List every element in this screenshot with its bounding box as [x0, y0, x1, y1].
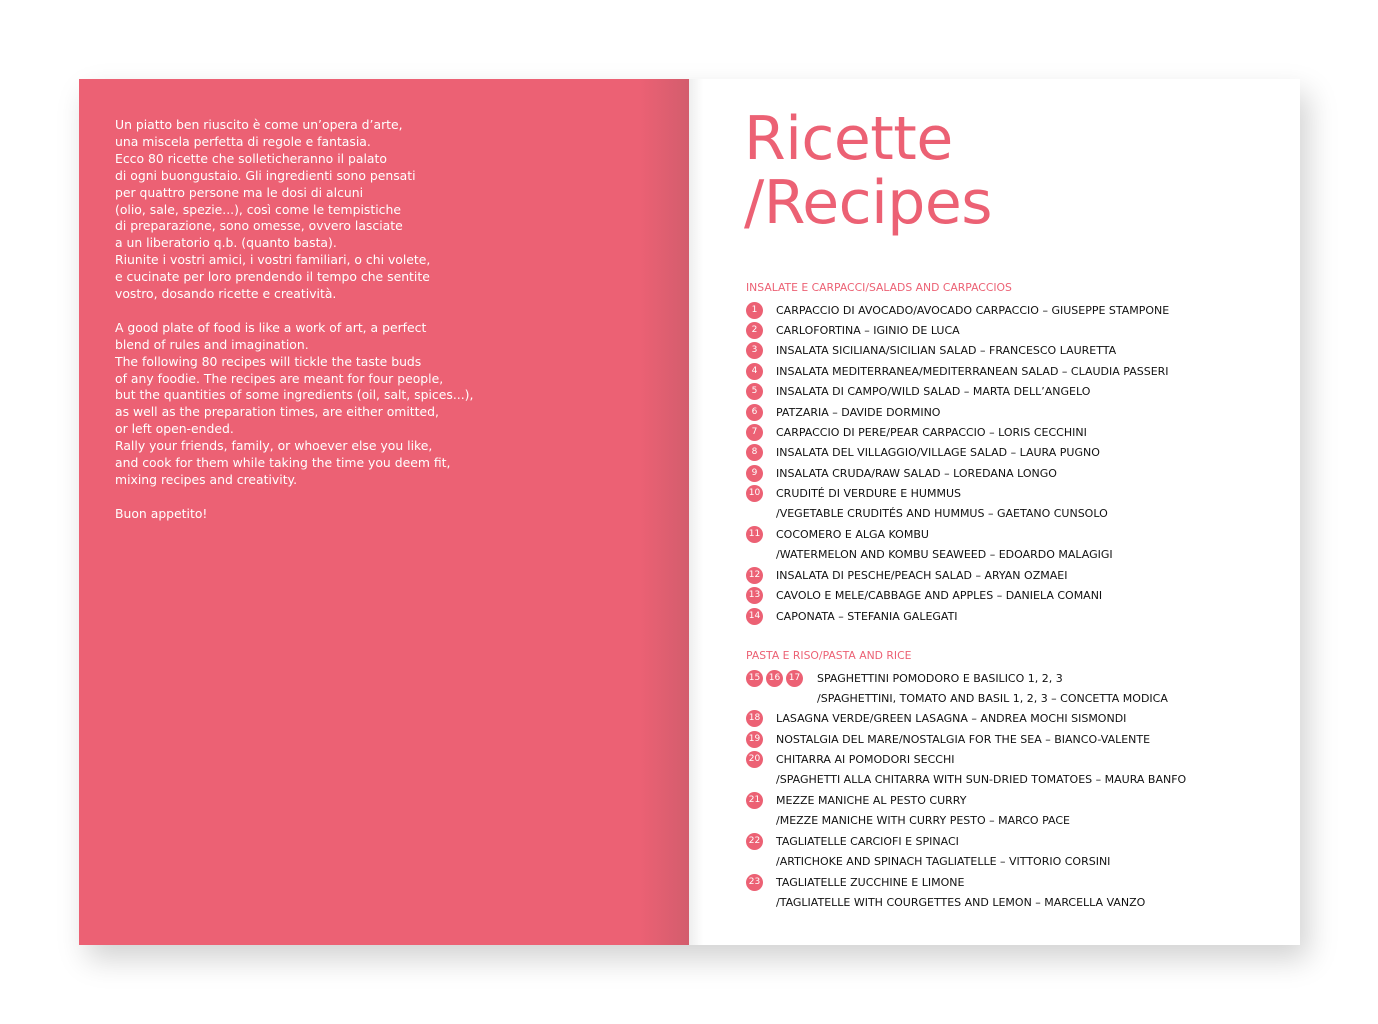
intro-line: blend of rules and imagination.	[115, 336, 309, 352]
intro-italian	[115, 117, 515, 303]
recipe-number-badge: 13	[746, 587, 763, 604]
intro-line: e cucinate per loro prendendo il tempo che sentite	[115, 269, 430, 285]
recipe-number-badge: 1	[746, 302, 763, 319]
recipe-number-badges	[746, 833, 766, 850]
section-header: PASTA E RISO/PASTA AND RICE	[746, 649, 912, 662]
recipe-title-continuation: /SPAGHETTINI, TOMATO AND BASIL 1, 2, 3 – CONCETTA MODICA	[817, 691, 1168, 705]
recipe-number-badge: 5	[746, 383, 763, 400]
recipe-number-badges	[746, 792, 766, 809]
recipe-number-badge: 17	[786, 670, 803, 687]
recipe-number-badges	[746, 302, 766, 319]
recipe-title: CRUDITÉ DI VERDURE E HUMMUS	[776, 487, 961, 501]
recipe-number-badge: 15	[746, 670, 763, 687]
book-spread	[79, 79, 1300, 945]
section-header: INSALATE E CARPACCI/SALADS AND CARPACCIOS	[746, 281, 1012, 294]
recipe-title: TAGLIATELLE CARCIOFI E SPINACI	[776, 834, 959, 848]
intro-closing	[115, 506, 515, 523]
recipe-number-badge: 21	[746, 792, 763, 809]
recipe-number-badges	[746, 444, 766, 461]
intro-line: Rally your friends, family, or whoever else you like,	[115, 438, 433, 454]
recipe-number-badge: 19	[746, 731, 763, 748]
recipe-title: PATZARIA – DAVIDE DORMINO	[776, 405, 941, 419]
recipe-number-badge: 20	[746, 751, 763, 768]
recipe-title-continuation: /ARTICHOKE AND SPINACH TAGLIATELLE – VITTORIO CORSINI	[776, 855, 1111, 869]
page-title	[744, 104, 993, 238]
recipe-number-badges	[746, 608, 766, 625]
recipe-title: CAPONATA – STEFANIA GALEGATI	[776, 609, 958, 623]
intro-line: as well as the preparation times, are either omitted,	[115, 404, 439, 420]
recipe-number-badge: 23	[746, 874, 763, 891]
recipe-number-badge: 3	[746, 342, 763, 359]
recipe-number-badges	[746, 404, 766, 421]
intro-line: vostro, dosando ricette e creatività.	[115, 286, 337, 302]
recipe-number-badges	[746, 710, 766, 727]
intro-line: (olio, sale, spezie...), così come le tempistiche	[115, 201, 401, 217]
recipe-number-badge: 10	[746, 485, 763, 502]
left-page	[79, 79, 689, 945]
recipe-number-badge: 16	[766, 670, 783, 687]
recipe-number-badge: 14	[746, 608, 763, 625]
right-page	[689, 79, 1300, 945]
recipe-title: CARPACCIO DI PERE/PEAR CARPACCIO – LORIS CECCHINI	[776, 425, 1087, 439]
intro-line: of any foodie. The recipes are meant for four people,	[115, 370, 444, 386]
recipe-number-badges	[746, 485, 766, 502]
recipe-title: INSALATA DI CAMPO/WILD SALAD – MARTA DELL’ANGELO	[776, 385, 1091, 399]
recipe-number-badges	[746, 751, 766, 768]
intro-line: Ecco 80 ricette che solleticheranno il palato	[115, 150, 387, 166]
recipe-number-badges	[746, 587, 766, 604]
intro-line: di preparazione, sono omesse, ovvero lasciate	[115, 218, 403, 234]
recipe-number-badges	[746, 465, 766, 482]
recipe-title: INSALATA SICILIANA/SICILIAN SALAD – FRANCESCO LAURETTA	[776, 344, 1117, 358]
recipe-title: TAGLIATELLE ZUCCHINE E LIMONE	[776, 875, 965, 889]
recipe-title: INSALATA DI PESCHE/PEACH SALAD – ARYAN OZMAEI	[776, 568, 1068, 582]
intro-line: Un piatto ben riuscito è come un’opera d’arte,	[115, 117, 403, 132]
intro-line: A good plate of food is like a work of art, a perfect	[115, 319, 427, 335]
title-line-italian: Ricette	[744, 104, 953, 174]
recipe-title-continuation: /TAGLIATELLE WITH COURGETTES AND LEMON – MARCELLA VANZO	[776, 895, 1146, 909]
intro-line: per quattro persone ma le dosi di alcuni	[115, 184, 364, 200]
recipe-title: LASAGNA VERDE/GREEN LASAGNA – ANDREA MOCHI SISMONDI	[776, 712, 1127, 726]
intro-english	[115, 320, 515, 489]
recipe-title: INSALATA CRUDA/RAW SALAD – LOREDANA LONGO	[776, 466, 1057, 480]
recipe-number-badges	[746, 874, 766, 891]
recipe-number-badge: 8	[746, 444, 763, 461]
recipe-title: NOSTALGIA DEL MARE/NOSTALGIA FOR THE SEA – BIANCO-VALENTE	[776, 732, 1151, 746]
recipe-number-badges	[746, 342, 766, 359]
recipe-title: CAVOLO E MELE/CABBAGE AND APPLES – DANIELA COMANI	[776, 589, 1103, 603]
intro-line: mixing recipes and creativity.	[115, 472, 298, 488]
recipe-number-badge: 9	[746, 465, 763, 482]
recipe-number-badges	[746, 670, 806, 687]
recipe-title: CHITARRA AI POMODORI SECCHI	[776, 753, 955, 767]
recipe-number-badge: 18	[746, 710, 763, 727]
recipe-title-continuation: /SPAGHETTI ALLA CHITARRA WITH SUN-DRIED TOMATOES – MAURA BANFO	[776, 773, 1187, 787]
intro-line: di ogni buongustaio. Gli ingredienti sono pensati	[115, 167, 416, 183]
intro-line: or left open-ended.	[115, 421, 234, 437]
recipe-title: INSALATA MEDITERRANEA/MEDITERRANEAN SALAD – CLAUDIA PASSERI	[776, 364, 1169, 378]
recipe-number-badges	[746, 322, 766, 339]
recipe-title: CARPACCIO DI AVOCADO/AVOCADO CARPACCIO – GIUSEPPE STAMPONE	[776, 303, 1170, 317]
intro-line: Riunite i vostri amici, i vostri familiari, o chi volete,	[115, 252, 431, 268]
title-line-english: /Recipes	[744, 168, 993, 238]
closing-line: Buon appetito!	[115, 505, 208, 521]
recipe-title: INSALATA DEL VILLAGGIO/VILLAGE SALAD – LAURA PUGNO	[776, 446, 1100, 460]
intro-text	[115, 117, 515, 540]
recipe-title: MEZZE MANICHE AL PESTO CURRY	[776, 793, 967, 807]
recipe-number-badges	[746, 363, 766, 380]
recipe-number-badges	[746, 383, 766, 400]
recipe-title: COCOMERO E ALGA KOMBU	[776, 527, 929, 541]
intro-line: The following 80 recipes will tickle the taste buds	[115, 353, 422, 369]
recipe-number-badge: 22	[746, 833, 763, 850]
recipe-number-badge: 12	[746, 567, 763, 584]
recipe-number-badges	[746, 424, 766, 441]
recipe-number-badges	[746, 567, 766, 584]
intro-line: una miscela perfetta di regole e fantasia.	[115, 133, 371, 149]
recipe-title: SPAGHETTINI POMODORO E BASILICO 1, 2, 3	[817, 671, 1063, 685]
intro-line: and cook for them while taking the time you deem fit,	[115, 455, 451, 471]
recipe-title-continuation: /WATERMELON AND KOMBU SEAWEED – EDOARDO MALAGIGI	[776, 548, 1113, 562]
recipe-number-badge: 2	[746, 322, 763, 339]
recipe-number-badge: 11	[746, 526, 763, 543]
intro-line: but the quantities of some ingredients (oil, salt, spices...),	[115, 387, 474, 403]
recipe-number-badges	[746, 526, 766, 543]
recipe-number-badges	[746, 731, 766, 748]
recipe-title: CARLOFORTINA – IGINIO DE LUCA	[776, 323, 960, 337]
recipe-number-badge: 7	[746, 424, 763, 441]
recipe-title-continuation: /MEZZE MANICHE WITH CURRY PESTO – MARCO PACE	[776, 814, 1070, 828]
recipe-title-continuation: /VEGETABLE CRUDITÉS AND HUMMUS – GAETANO CUNSOLO	[776, 507, 1108, 521]
recipe-number-badge: 4	[746, 363, 763, 380]
recipe-number-badge: 6	[746, 404, 763, 421]
intro-line: a un liberatorio q.b. (quanto basta).	[115, 235, 337, 251]
